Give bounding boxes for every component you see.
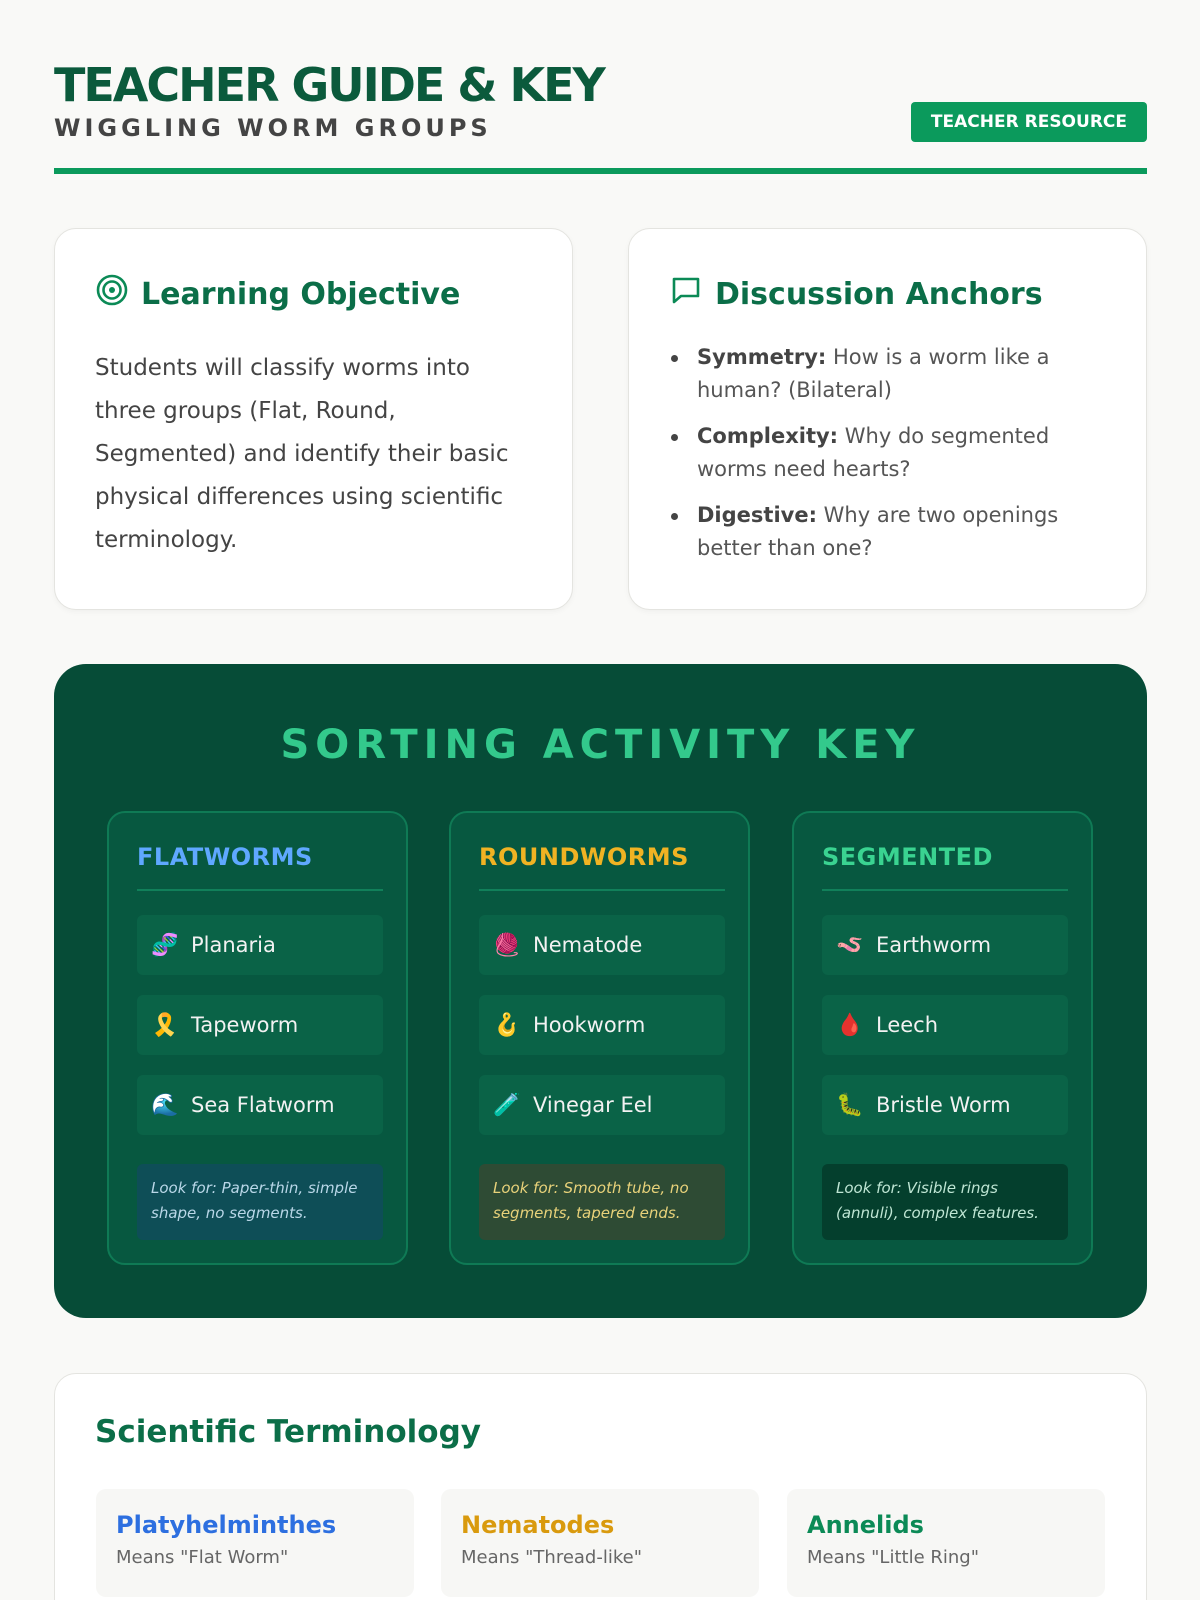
page-title: TEACHER GUIDE & KEY (54, 58, 604, 112)
sorting-activity-panel (54, 664, 1147, 1318)
anchor-question: Why are two openings better than one? (697, 503, 1059, 560)
look-for-tip: Look for: Smooth tube, no segments, tapered ends. (479, 1164, 725, 1240)
ribbon-icon: 🎗️ (151, 1012, 179, 1038)
discussion-anchor-list (669, 341, 1109, 578)
yarn-icon: 🧶 (493, 932, 521, 958)
term-name: Annelids (807, 1511, 924, 1539)
worm-name: Hookworm (533, 1013, 646, 1037)
scientific-terminology-card (54, 1373, 1147, 1600)
flatworms-column (107, 811, 408, 1265)
column-heading: ROUNDWORMS (479, 843, 725, 891)
list-item (822, 1075, 1068, 1135)
term-definition: Means "Little Ring" (807, 1547, 979, 1568)
teacher-resource-badge: TEACHER RESOURCE (911, 102, 1147, 142)
discussion-anchors-heading (669, 273, 1043, 315)
list-item (137, 1075, 383, 1135)
worm-name: Earthworm (876, 933, 992, 957)
page-subtitle: WIGGLING WORM GROUPS (54, 114, 492, 142)
list-item (822, 915, 1068, 975)
list-item (137, 915, 383, 975)
term-name: Platyhelminthes (116, 1511, 337, 1539)
list-item (479, 1075, 725, 1135)
test-tube-icon: 🧪 (493, 1092, 521, 1118)
term-annelids (787, 1489, 1105, 1597)
list-item (669, 499, 1109, 565)
caterpillar-icon: 🐛 (836, 1092, 864, 1118)
terminology-title: Scientific Terminology (95, 1414, 481, 1450)
hook-icon: 🪝 (493, 1012, 521, 1038)
page-header (54, 56, 1147, 174)
list-item (822, 995, 1068, 1055)
worm-name: Bristle Worm (876, 1093, 1011, 1117)
list-item (669, 420, 1109, 486)
speech-bubble-icon (669, 273, 703, 315)
blood-drop-icon: 🩸 (836, 1012, 864, 1038)
column-heading: FLATWORMS (137, 843, 383, 891)
target-icon (95, 273, 129, 315)
discussion-anchors-title: Discussion Anchors (715, 276, 1043, 312)
anchor-question: How is a worm like a human? (Bilateral) (697, 345, 1050, 402)
learning-objective-text: Students will classify worms into three groups (Flat, Round, Segmented) and identify their basic physical differences using scientific terminology. (95, 355, 509, 553)
worm-name: Vinegar Eel (533, 1093, 653, 1117)
worm-name: Sea Flatworm (191, 1093, 335, 1117)
anchor-term: Complexity: (697, 424, 839, 448)
sorting-activity-title: SORTING ACTIVITY KEY (280, 722, 921, 768)
discussion-anchors-card (628, 228, 1147, 610)
term-platyhelminthes (96, 1489, 414, 1597)
worm-name: Nematode (533, 933, 643, 957)
learning-objective-title: Learning Objective (141, 276, 461, 312)
list-item (479, 995, 725, 1055)
list-item (479, 915, 725, 975)
anchor-term: Digestive: (697, 503, 817, 527)
term-name: Nematodes (461, 1511, 615, 1539)
worm-name: Tapeworm (191, 1013, 299, 1037)
anchor-question: Why do segmented worms need hearts? (697, 424, 1050, 481)
term-definition: Means "Thread-like" (461, 1547, 642, 1568)
list-item (137, 995, 383, 1055)
dna-icon: 🧬 (151, 932, 179, 958)
roundworms-column (449, 811, 750, 1265)
column-heading: SEGMENTED (822, 843, 1068, 891)
look-for-tip: Look for: Visible rings (annuli), complex features. (822, 1164, 1068, 1240)
learning-objective-heading (95, 273, 460, 315)
wave-icon: 🌊 (151, 1092, 179, 1118)
learning-objective-card (54, 228, 573, 610)
term-nematodes (441, 1489, 759, 1597)
anchor-term: Symmetry: (697, 345, 827, 369)
worm-icon: 🪱 (836, 932, 864, 958)
segmented-column (792, 811, 1093, 1265)
worm-name: Planaria (191, 933, 276, 957)
look-for-tip: Look for: Paper-thin, simple shape, no segments. (137, 1164, 383, 1240)
term-definition: Means "Flat Worm" (116, 1547, 289, 1568)
worm-name: Leech (876, 1013, 939, 1037)
list-item (669, 341, 1109, 407)
